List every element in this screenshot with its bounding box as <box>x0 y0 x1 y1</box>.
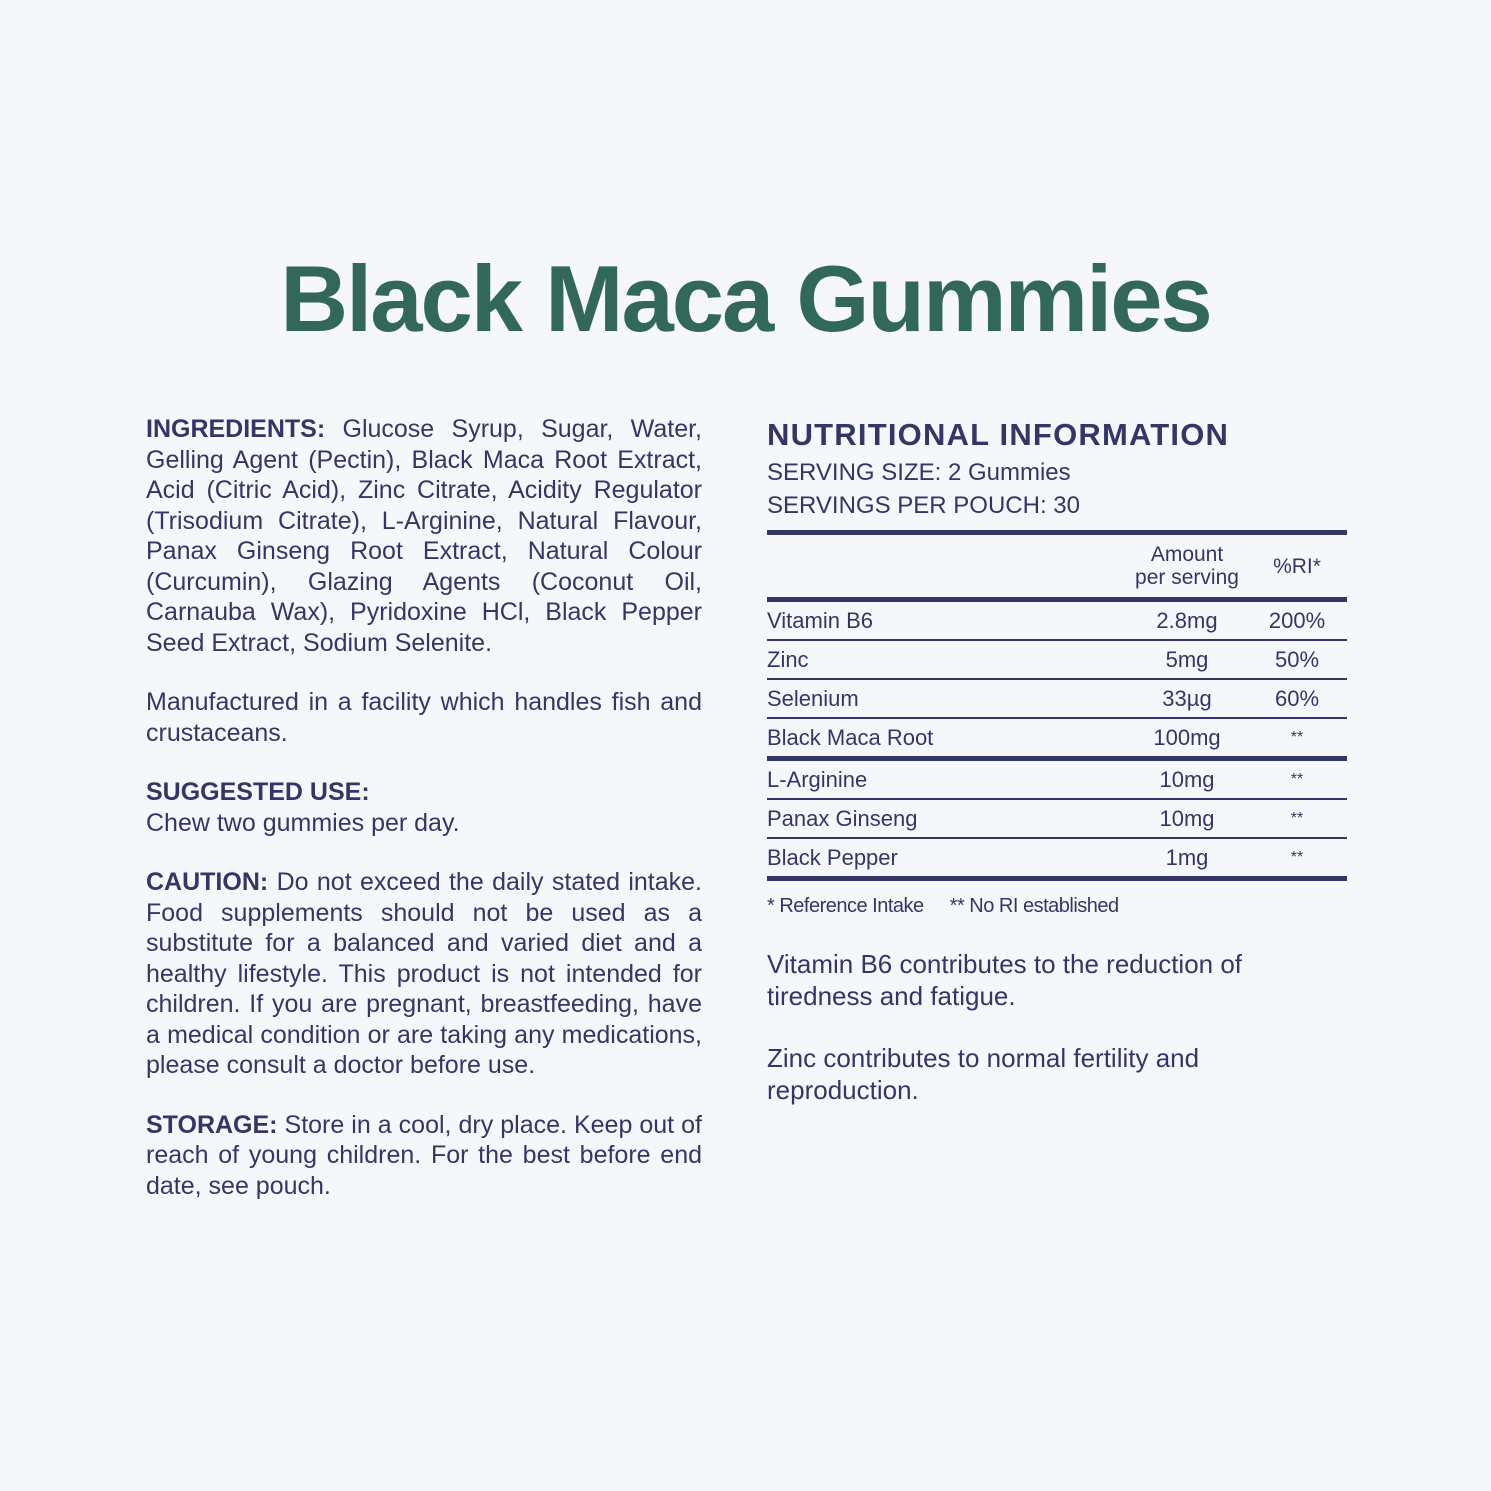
nutrient-name: L-Arginine <box>767 759 1127 800</box>
ingredients-text: Glucose Syrup, Sugar, Water, Gelling Agent (Pectin), Black Maca Root Extract, Acid (Citric Acid), Zinc Citrate, Acidity Regulator (Trisodium Citrate), L-Arginine, Natural Flavour, Panax Ginseng Root Extract, Natural Colour (Curcumin), Glazing Agents (Coconut Oil, Carnauba Wax), Pyridoxine HCl, Black Pepper Seed Extract, Sodium Selenite. <box>146 415 702 657</box>
table-row <box>767 799 1347 838</box>
nutrient-amount: 5mg <box>1127 640 1247 679</box>
footnote-reference-intake: * Reference Intake <box>767 895 924 917</box>
nutrient-name: Black Pepper <box>767 838 1127 879</box>
storage-paragraph <box>146 1110 702 1202</box>
table-row <box>767 600 1347 641</box>
nutrient-ri: ** <box>1247 838 1347 879</box>
nutrient-amount: 2.8mg <box>1156 608 1218 633</box>
nutrient-name: Panax Ginseng <box>767 799 1127 838</box>
product-title: Black Maca Gummies <box>280 246 1211 351</box>
nutrient-amount: 100mg <box>1127 718 1247 759</box>
header-amount <box>1127 533 1247 600</box>
claim-vitamin-b6: Vitamin B6 contributes to the reduction of tiredness and fatigue. <box>767 949 1243 1011</box>
nutrient-amount: 33µg <box>1127 679 1247 718</box>
nutrient-name: Vitamin B6 <box>767 608 873 633</box>
nutrient-ri: ** <box>1247 718 1347 759</box>
ingredients-label: INGREDIENTS: <box>146 415 326 443</box>
table-header-row <box>767 533 1347 600</box>
table-footnotes <box>767 895 1347 918</box>
allergen-notice: Manufactured in a facility which handles fish and crustaceans. <box>146 688 702 747</box>
header-amount-line2: per serving <box>1135 566 1239 589</box>
suggested-use-label: SUGGESTED USE: <box>146 778 370 806</box>
ingredients-paragraph <box>146 414 702 658</box>
table-row <box>767 640 1347 679</box>
table-row <box>767 679 1347 718</box>
nutrient-amount: 10mg <box>1127 799 1247 838</box>
claim-zinc: Zinc contributes to normal fertility and reproduction. <box>767 1043 1200 1105</box>
table-row <box>767 759 1347 800</box>
serving-size: SERVING SIZE: 2 Gummies <box>767 459 1071 486</box>
nutrition-table <box>767 530 1347 881</box>
header-ri: %RI* <box>1247 533 1347 600</box>
nutrient-name: Zinc <box>767 640 1127 679</box>
nutrient-ri: 50% <box>1247 640 1347 679</box>
nutrition-heading: NUTRITIONAL INFORMATION <box>767 417 1230 452</box>
nutrient-ri: 60% <box>1247 679 1347 718</box>
servings-per-pouch: SERVINGS PER POUCH: 30 <box>767 492 1080 519</box>
header-blank <box>767 533 1127 600</box>
nutrient-amount: 1mg <box>1127 838 1247 879</box>
nutrient-name: Black Maca Root <box>767 718 1127 759</box>
suggested-use-text: Chew two gummies per day. <box>146 808 460 837</box>
header-amount-line1: Amount <box>1150 543 1224 566</box>
caution-text: Do not exceed the daily stated intake. Food supplements should not be used as a substitute for a balanced and varied diet and a healthy lifestyle. This product is not intended for children. If you are pregnant, breastfeeding, have a medical condition or are taking any medications, please consult a doctor before use. <box>146 868 702 1079</box>
nutrient-ri: ** <box>1247 799 1347 838</box>
table-row <box>767 838 1347 879</box>
label-text-column <box>146 414 702 1230</box>
nutrient-ri: 200% <box>1268 608 1326 633</box>
nutrient-ri: ** <box>1247 759 1347 800</box>
nutrient-amount: 10mg <box>1127 759 1247 800</box>
nutrient-name: Selenium <box>767 679 1127 718</box>
suggested-use-section <box>146 777 702 838</box>
caution-label: CAUTION: <box>146 868 269 896</box>
health-claims <box>767 948 1347 1106</box>
storage-label: STORAGE: <box>146 1110 278 1139</box>
storage-text: Store in a cool, dry place. Keep out of reach of young children. For the best before end date, see pouch. <box>146 1110 702 1200</box>
nutrition-column <box>767 414 1347 1136</box>
table-row <box>767 718 1347 759</box>
caution-paragraph <box>146 867 702 1081</box>
footnote-no-ri: ** No RI established <box>949 895 1119 917</box>
